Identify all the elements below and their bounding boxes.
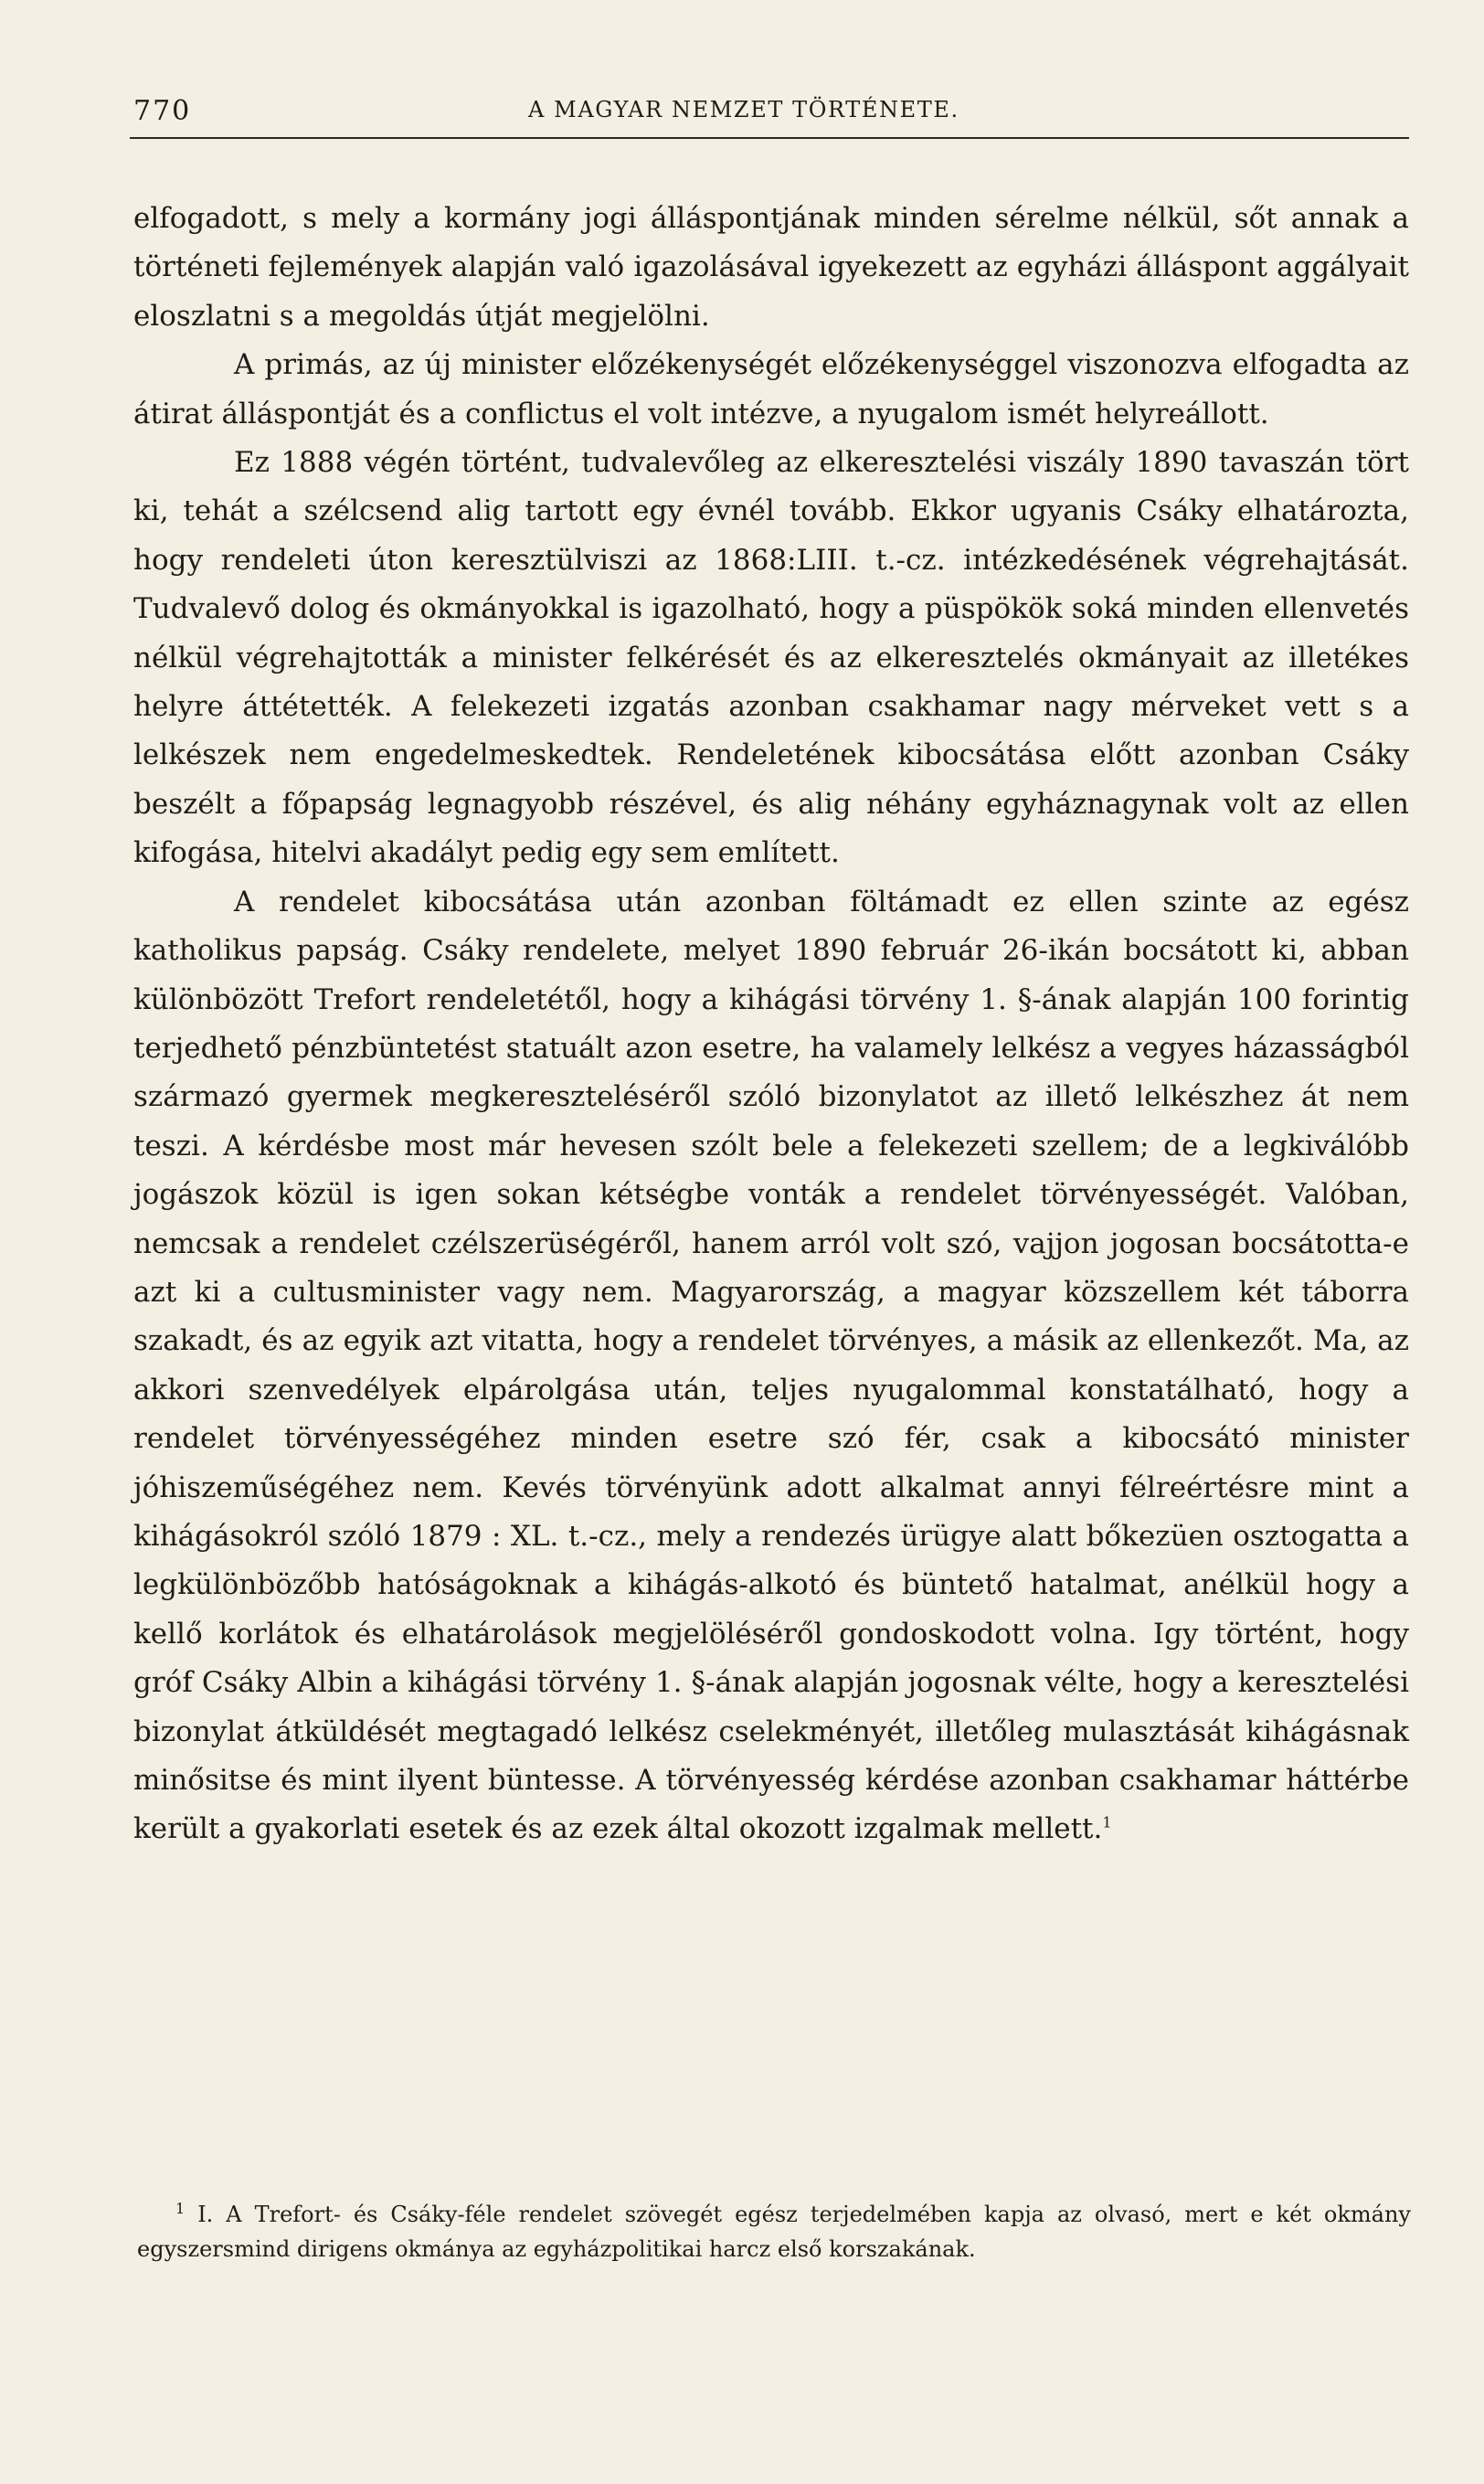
footnote-1 (137, 2197, 1411, 2266)
footnote-marker: 1 (175, 2200, 186, 2217)
main-text (133, 195, 1409, 1854)
paragraph-1: elfogadott, s mely a kormány jogi álláspontjának minden sérelme nélkül, sőt annak a történeti fejlemények alapján való igazolásával igyekezett az egyházi álláspont aggályait eloszlatni s a megoldás útját megjelölni. (133, 202, 1409, 333)
paragraph-4-text: A rendelet kibocsátása után azonban föltámadt ez ellen szinte az egész katholikus papság. Csáky rendelete, melyet 1890 február 26-ikán bocsátott ki, abban különbözött Trefort rendeletétől, hogy a kihágási törvény 1. §-ának alapján 100 forintig terjedhető pénzbüntetést statuált azon esetre, ha valamely lelkész a vegyes házasságból származó gyermek megkereszteléséről szóló bizonylatot az illető lelkészhez át nem teszi. A kérdésbe most már hevesen szólt bele a felekezeti szellem; de a legkiválóbb jogászok közül is igen sokan kétségbe vonták a rendelet törvényességét. Valóban, nemcsak a rendelet czélszerüségéről, hanem arról volt szó, vajjon jogosan bocsátotta-e azt ki a cultusminister vagy nem. Magyarország, a magyar közszellem két táborra szakadt, és az egyik azt vitatta, hogy a rendelet törvényes, a másik az ellenkezőt. Ma, az akkori szenvedélyek elpárolgása után, teljes nyugalommal konstatálható, hogy a rendelet törvényességéhez minden esetre szó fér, csak a kibocsátó minister jóhiszeműségéhez nem. Kevés törvényünk adott alkalmat annyi félreértésre mint a kihágásokról szóló 1879 : XL. t.-cz., mely a rendezés ürügye alatt bőkezüen osztogatta a legkülönbözőbb hatóságoknak a kihágás-alkotó és büntető hatalmat, anélkül hogy a kellő korlátok és elhatárolások megjelöléséről gondoskodott volna. Igy történt, hogy gróf Csáky Albin a kihágási törvény 1. §-ának alapján jogosnak vélte, hogy a keresztelési bizonylat átküldését megtagadó lelkész cselekményét, illetőleg mulasztását kihágásnak minősitse és mint ilyent büntesse. A törvényesség kérdése azonban csakhamar háttérbe került a gyakorlati esetek és az ezek által okozott izgalmak mellett. (133, 885, 1409, 1846)
footnote-reference: 1 (1102, 1814, 1112, 1832)
page-header (130, 86, 1409, 139)
paragraph-3: Ez 1888 végén történt, tudvalevőleg az elkeresztelési viszály 1890 tavaszán tört ki, tehát a szélcsend alig tartott egy évnél tovább. Ekkor ugyanis Csáky elhatározta, hogy rendeleti úton keresztülviszi az 1868:LIII. t.-cz. intézkedésének végrehajtását. Tudvalevő dolog és okmányokkal is igazolható, hogy a püspökök soká minden ellenvetés nélkül végrehajtották a minister felkérését és az elkeresztelés okmányait az illetékes helyre áttétették. A felekezeti izgatás azonban csakhamar nagy mérveket vett s a lelkészek nem engedelmeskedtek. Rendeletének kibocsátása előtt azonban Csáky beszélt a főpapság legnagyobb részével, és alig néhány egyháznagynak volt az ellen kifogása, hitelvi akadályt pedig egy sem említett. (133, 446, 1409, 870)
paragraph-4 (133, 878, 1409, 1854)
running-title: A MAGYAR NEMZET TÖRTÉNETE. (528, 97, 959, 122)
page-number: 770 (133, 95, 192, 127)
footnote-text: I. A Trefort- és Csáky-féle rendelet szövegét egész terjedelmében kapja az olvasó, mert e két okmány egyszersmind dirigens okmánya az egyházpolitikai harcz első korszakának. (137, 2202, 1411, 2262)
footnotes (137, 2197, 1411, 2266)
paragraph-2: A primás, az új minister előzékenységét előzékenységgel viszonozva elfogadta az átirat álláspontját és a conflictus el volt intézve, a nyugalom ismét helyreállott. (133, 348, 1409, 430)
